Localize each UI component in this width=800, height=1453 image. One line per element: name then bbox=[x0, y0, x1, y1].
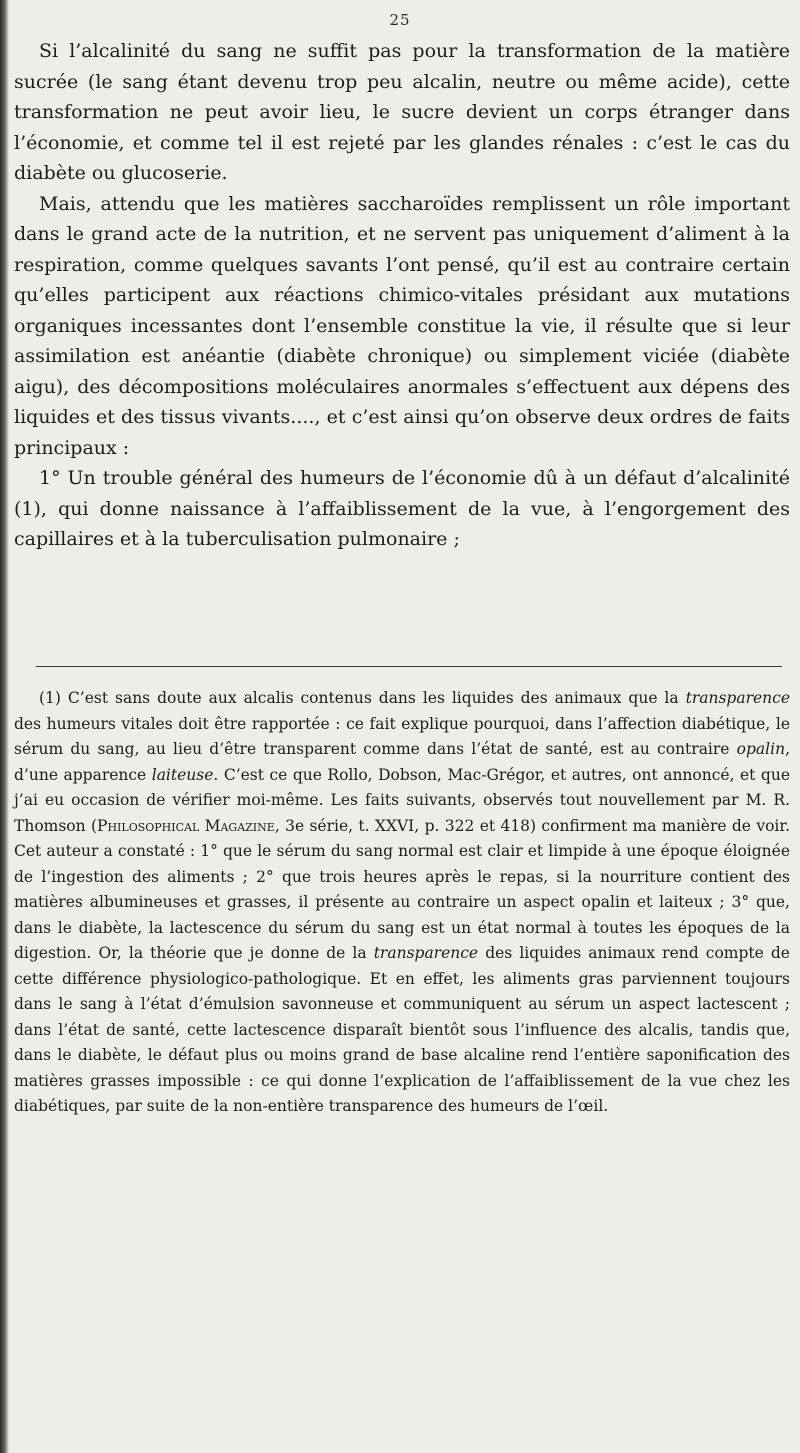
paragraph-saccharoid: Mais, attendu que les matières saccharoïdes remplissent un rôle important dans le grand acte de la nutrition, et ne servent pas uniquement d’aliment à la respiration, comme quelques savants l’ont pensé, qu’il est au contraire certain qu’elles participent aux réactions chimico-vitales présidant aux mutations organiques incessantes dont l’ensemble constitue la vie, il résulte que si leur assimilation est anéantie (diabète chronique) ou simplement viciée (diabète aigu), des décompositions moléculaires anormales s’effectuent aux dépens des liquides et des tissus vivants...., et c’est ainsi qu’on observe deux ordres de faits principaux : bbox=[14, 192, 790, 459]
footnote-1 bbox=[14, 686, 790, 1120]
footnote-text: (1) C’est sans doute aux alcalis contenus dans les liquides des animaux que la bbox=[39, 689, 686, 707]
footnote-text: des humeurs vitales doit être rapportée : ce fait explique pourquoi, dans l’affection diabétique, le sérum du sang, au lieu d’être transparent comme dans l’état de santé, est au contraire bbox=[14, 714, 790, 758]
footnote-text: des liquides animaux rend compte de cette différence physiologico-pathologique. Et en effet, les aliments gras parviennent toujours dans le sang à l’état d’émulsion savonneuse et communiquent au sérum un aspect lactescent ; dans l’état de santé, cette lactescence disparaît bientôt sous l’influence des alcalis, tandis que, dans le diabète, le défaut plus ou moins grand de base alcaline rend l’entière saponification des matières grasses impossible : ce qui donne l’explication de l’affaiblissement de la vue chez les diabétiques, par suite de la non-entière transparence des humeurs de l’œil. bbox=[14, 944, 790, 1115]
paragraph-alkalinity: Si l’alcalinité du sang ne suffit pas pour la transformation de la matière sucrée (le sang étant devenu trop peu alcalin, neutre ou même acide), cette transformation ne peut avoir lieu, le sucre devient un corps étranger dans l’économie, et comme tel il est rejeté par les glandes rénales : c’est le cas du diabète ou glucoserie. bbox=[14, 40, 790, 184]
binding-edge bbox=[0, 0, 9, 1453]
page-number: 25 bbox=[389, 11, 411, 29]
footnote-italic: laiteuse bbox=[151, 765, 214, 784]
footnote-separator bbox=[36, 666, 782, 667]
footnote-text: , d’une apparence bbox=[14, 740, 790, 784]
paragraph-first-order: 1° Un trouble général des humeurs de l’économie dû à un défaut d’alcalinité (1), qui donne naissance à l’affaiblissement de la vue, à l’engorgement des capillaires et à la tuberculisation pulmonaire ; bbox=[14, 467, 790, 550]
footnote-italic: transparence bbox=[685, 689, 790, 707]
footnote-journal-title: Philosophical Magazine bbox=[97, 816, 275, 835]
footnote-italic: transparence bbox=[373, 944, 479, 962]
footnote-text: . C’est ce que Rollo, Dobson, Mac-Grégor, et autres, ont annoncé, et que j’ai eu occasion de vérifier moi-même. Les faits suivants, observés tout nouvellement par M. R. Thomson ( bbox=[14, 765, 790, 835]
footnote-italic: opalin bbox=[736, 740, 786, 758]
footnote-area bbox=[14, 686, 790, 1120]
main-text bbox=[14, 36, 790, 555]
footnote-text: , 3e série, t. XXVI, p. 322 et 418) confirment ma manière de voir. Cet auteur a constaté : 1° que le sérum du sang normal est clair et limpide à une époque éloignée de l’ingestion des aliments ; 2° que trois heures après le repas, si la nourriture contient des matières albumineuses et grasses, il présente au contraire un aspect opalin et laiteux ; 3° que, dans le diabète, la lactescence du sérum du sang est un état normal à toutes les époques de la digestion. Or, la théorie que je donne de la bbox=[14, 816, 790, 962]
